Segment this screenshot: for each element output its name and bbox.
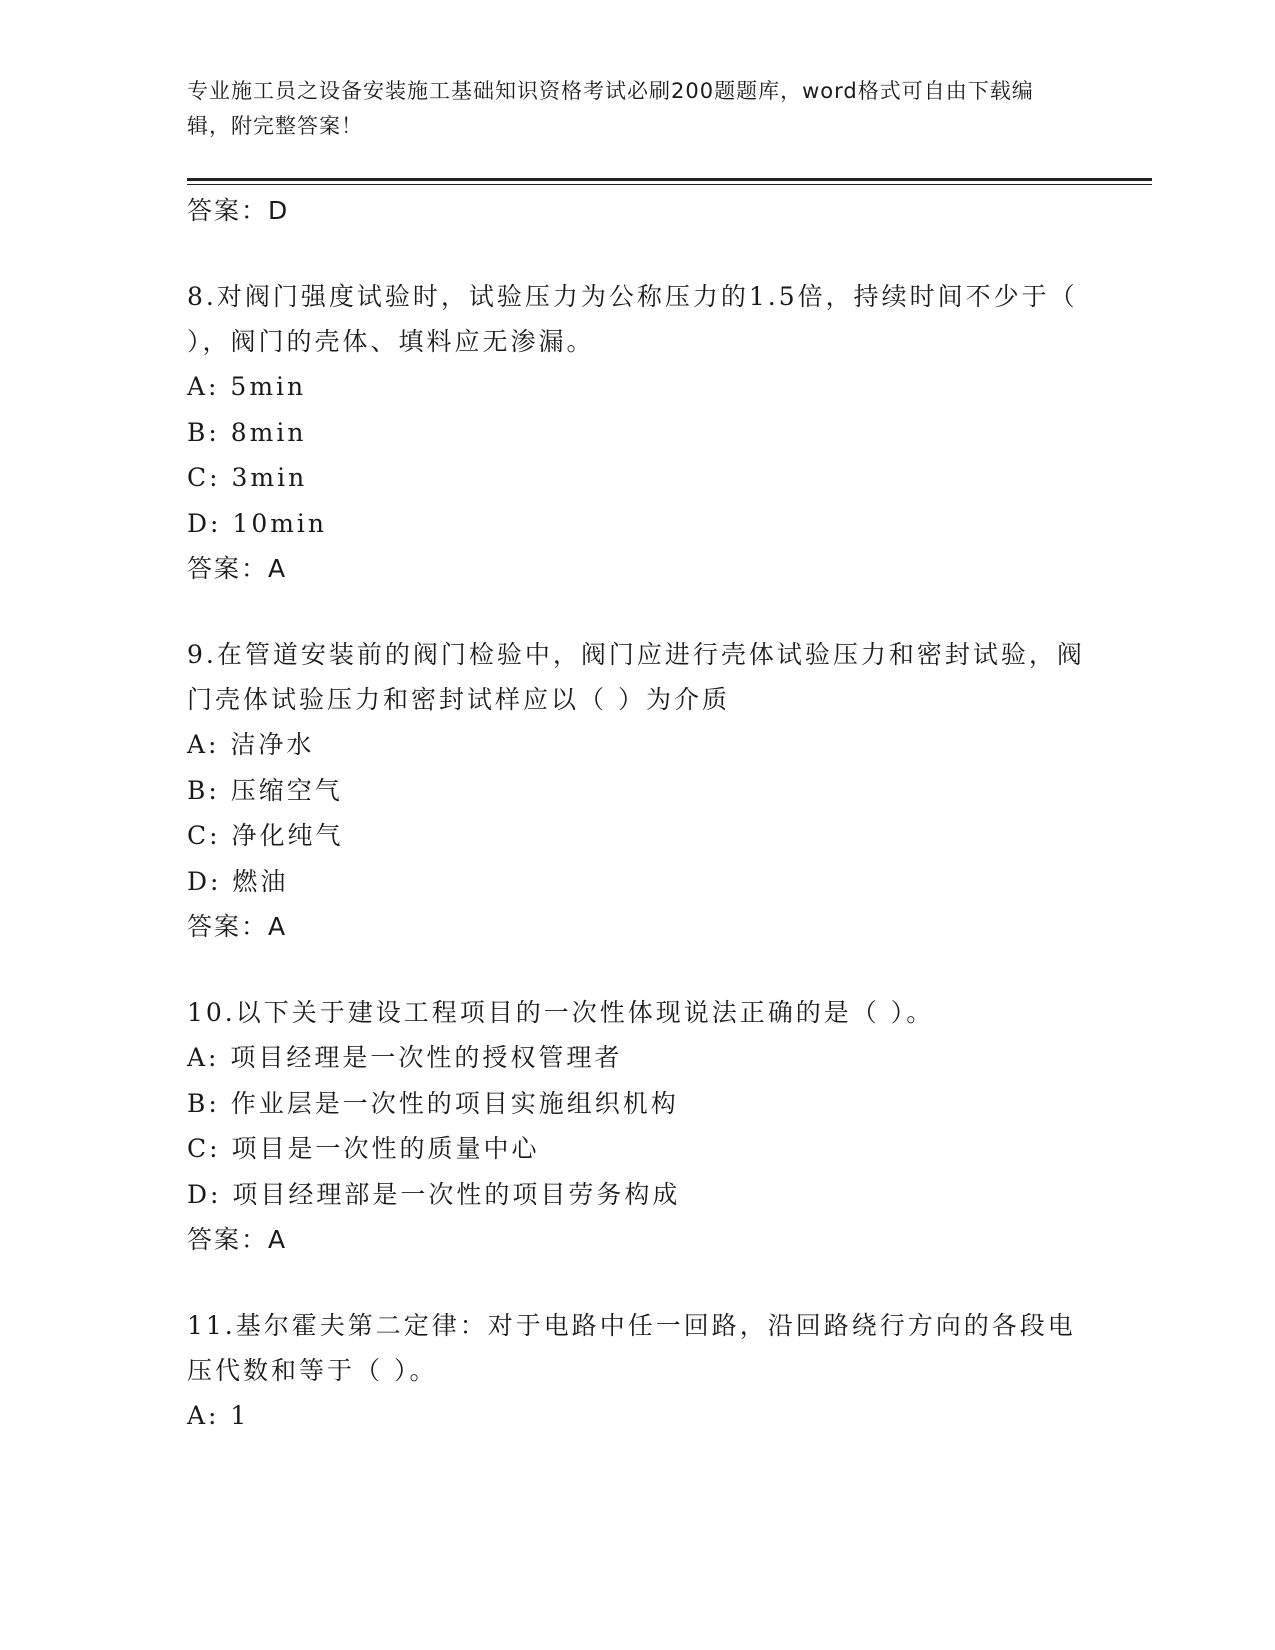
option-a: A: 洁净水 — [187, 730, 315, 759]
option-a: A: 5min — [187, 372, 307, 401]
option-c: C: 净化纯气 — [187, 821, 344, 850]
header-divider-thick — [187, 178, 1152, 181]
option-d: D: 10min — [187, 508, 328, 538]
option-d: D: 燃油 — [187, 866, 289, 896]
option-a: A: 1 — [187, 1401, 250, 1430]
option-a: A: 项目经理是一次性的授权管理者 — [187, 1043, 623, 1072]
question-block-11 — [187, 1303, 1087, 1439]
document-header: 专业施工员之设备安装施工基础知识资格考试必刷200题题库，word格式可自由下载编辑，附完整答案！ — [187, 79, 1034, 138]
option-c: C: 3min — [187, 463, 308, 492]
option-d: D: 项目经理部是一次性的项目劳务构成 — [187, 1179, 681, 1209]
document-body — [187, 188, 1087, 1439]
answer-line: 答案：D — [187, 196, 290, 225]
question-stem: 11.基尔霍夫第二定律：对于电路中任一回路，沿回路绕行方向的各段电压代数和等于（ ）。 — [187, 1311, 1076, 1385]
option-b: B: 压缩空气 — [187, 775, 343, 805]
option-c: C: 项目是一次性的质量中心 — [187, 1134, 540, 1163]
answer-line: 答案：A — [187, 912, 288, 941]
question-stem: 8.对阀门强度试验时，试验压力为公称压力的1.5倍，持续时间不少于（ ），阀门的壳体、填料应无渗漏。 — [187, 282, 1078, 356]
option-b: B: 作业层是一次性的项目实施组织机构 — [187, 1088, 679, 1118]
option-b: B: 8min — [187, 417, 307, 447]
header-divider-thin — [187, 184, 1152, 185]
question-stem: 10.以下关于建设工程项目的一次性体现说法正确的是（ ）。 — [187, 998, 935, 1027]
answer-line: 答案：A — [187, 554, 288, 583]
question-block-8 — [187, 274, 1087, 592]
question-block-9 — [187, 632, 1087, 950]
answer-line: 答案：A — [187, 1225, 288, 1254]
question-stem: 9.在管道安装前的阀门检验中，阀门应进行壳体试验压力和密封试验，阀门壳体试验压力和密封试样应以（ ）为介质 — [187, 640, 1085, 714]
question-block-10 — [187, 990, 1087, 1263]
